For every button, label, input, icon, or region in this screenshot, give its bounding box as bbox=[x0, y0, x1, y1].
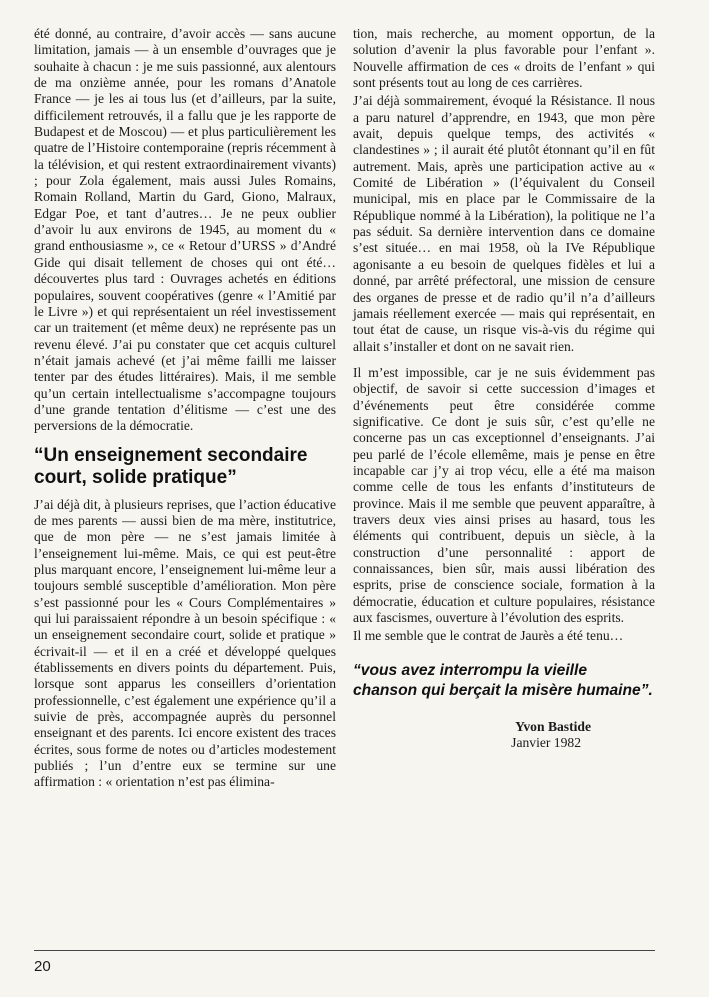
left-paragraph-2: J’ai déjà dit, à plusieurs reprises, que l’action éducative de mes parents — aussi bien de ma mère, institutrice, que de mon père — ne s’est jamais limitée à l’enseignement lui-même. Mais, ce qui est peut-être plus marquant encore, l’enseignement lui-même leur a toujours semblé susceptible d’amélioration. Mon père s’est passionné pour les « Cours Complémentaires » qui lui paraissaient répondre à un besoin spécifique : « un enseignement secondaire court, solide et pratique » écrivait-il — et il en a créé et développé quelques établissements en divers points du département. Puis, lorsque sont apparus les conseillers d’orientation professionnelle, c’est également une expérience qu’il a suivie de près, accompagnée auprès du personnel enseignant et des parents. Ici encore existent des traces écrites, sous forme de notes ou d’articles modestement publiés ; l’un d’entre eux se termine sur une affirmation : « orientation n’est pas élimina- bbox=[34, 496, 336, 790]
right-column bbox=[353, 26, 655, 751]
page-number: 20 bbox=[34, 958, 51, 975]
right-paragraph-4: Il me semble que le contrat de Jaurès a été tenu… bbox=[353, 628, 624, 644]
section-heading: “Un enseignement secondaire court, solide pratique” bbox=[34, 444, 308, 488]
left-paragraph-1: été donné, au contraire, d’avoir accès — sans aucune limitation, jamais — à un ensemble d’ouvrages que je souhaite à chacun : je me suis passionné, aux alentours de ma onzième année, pour les romans d’Anatole France — je les ai tous lus (et d’ailleurs, par la suite, difficilement retrouvés, il a fallu que je les rapporte de Budapest et de Moscou) — et plus particulièrement les quatre de l’Histoire contemporaine (repris récemment à la télévision, et qui restent extraordinairement vivants) ; pour Zola également, mais aussi Jules Romains, Romain Rolland, Martin du Gard, Giono, Malraux, Edgar Poe, et tant d’autres… Je ne peux oublier d’avoir lu aux environs de 1945, au moment du « grand enthousiasme », ce « Retour d’URSS » d’André Gide qui disait tellement de choses qui ont été… découvertes plus tard : Ouvrages achetés en éditions populaires, souvent coopératives (genre « l’Amitié par le Livre ») et qui représentaient un réel investissement car un traitement (et même deux) ne représente pas un revenu élevé. J’ai pu constater que cet acquis culturel n’était jamais achevé (et j’ai même failli me laisser tenter par des études littéraires). Mais, il me semble qu’un certain intellectualisme s’accompagne toujours d’une grande tentation d’élitisme — c’est une des perversions de la démocratie. bbox=[34, 26, 336, 434]
signature-block bbox=[353, 719, 655, 752]
closing-quote: “vous avez interrompu la vieille chanson qui berçait la misère humaine”. bbox=[353, 661, 653, 699]
author-name: Yvon Bastide bbox=[515, 718, 591, 734]
right-paragraph-2: J’ai déjà sommairement, évoqué la Résistance. Il nous a paru naturel d’apprendre, en 1943, que mon père avait, depuis quelque temps, des activités « clandestines » ; il aurait été plutôt étonnant qu’il en fût autrement. Mais, après une participation active au « Comité de Libération » (l’équivalent du Conseil municipal, mis en place par le Commissaire de la République nommé à la Libération), la politique ne l’a pas séduit. Sa dernière intervention dans ce domaine s’est située… en mai 1958, où la IVe République agonisante a eu besoin de quelques fidèles et lui a donné, par arrêté préfectoral, une mission de censure des organes de presse et de radio qu’il n’a d’ailleurs jamais réellement exercée — mais qui représentait, en tout état de cause, un risque vis-à-vis du régime qui allait s’installer et dont on ne savait rien. bbox=[353, 93, 655, 354]
author-date: Janvier 1982 bbox=[511, 735, 581, 751]
left-column bbox=[34, 26, 336, 791]
right-paragraph-1: tion, mais recherche, au moment opportun, de la solution d’avenir la plus favorable pour l’enfant ». Nouvelle affirmation de ces « droits de l’enfant » qui sont présents tout au long de ces carrières. bbox=[353, 26, 655, 91]
footer-rule bbox=[34, 950, 655, 951]
right-paragraph-3: Il m’est impossible, car je ne suis évidemment pas objectif, de savoir si cette succession d’images et d’événements peut être considérée comme significative. Ce dont je suis sûr, c’est qu’elle ne concerne pas un cas exceptionnel d’enseignants. J’ai peu parlé de l’école ellemême, mais je pense en être incapable car j’y ai trop vécu, elle a été ma maison comme celle de tous les enfants d’instituteurs de province. Mais il me semble que peuvent apparaître, à travers deux vies ainsi prises au hasard, tous les éléments qui contribuent, depuis un siècle, à la construction d’une personnalité : apport de connaissances, bien sûr, mais aussi libération des esprits, prise de conscience sociale, formation à la démocratie, éducation et culture populaires, résistance aux fascismes, ouverture à l’évolution des esprits. bbox=[353, 364, 655, 626]
